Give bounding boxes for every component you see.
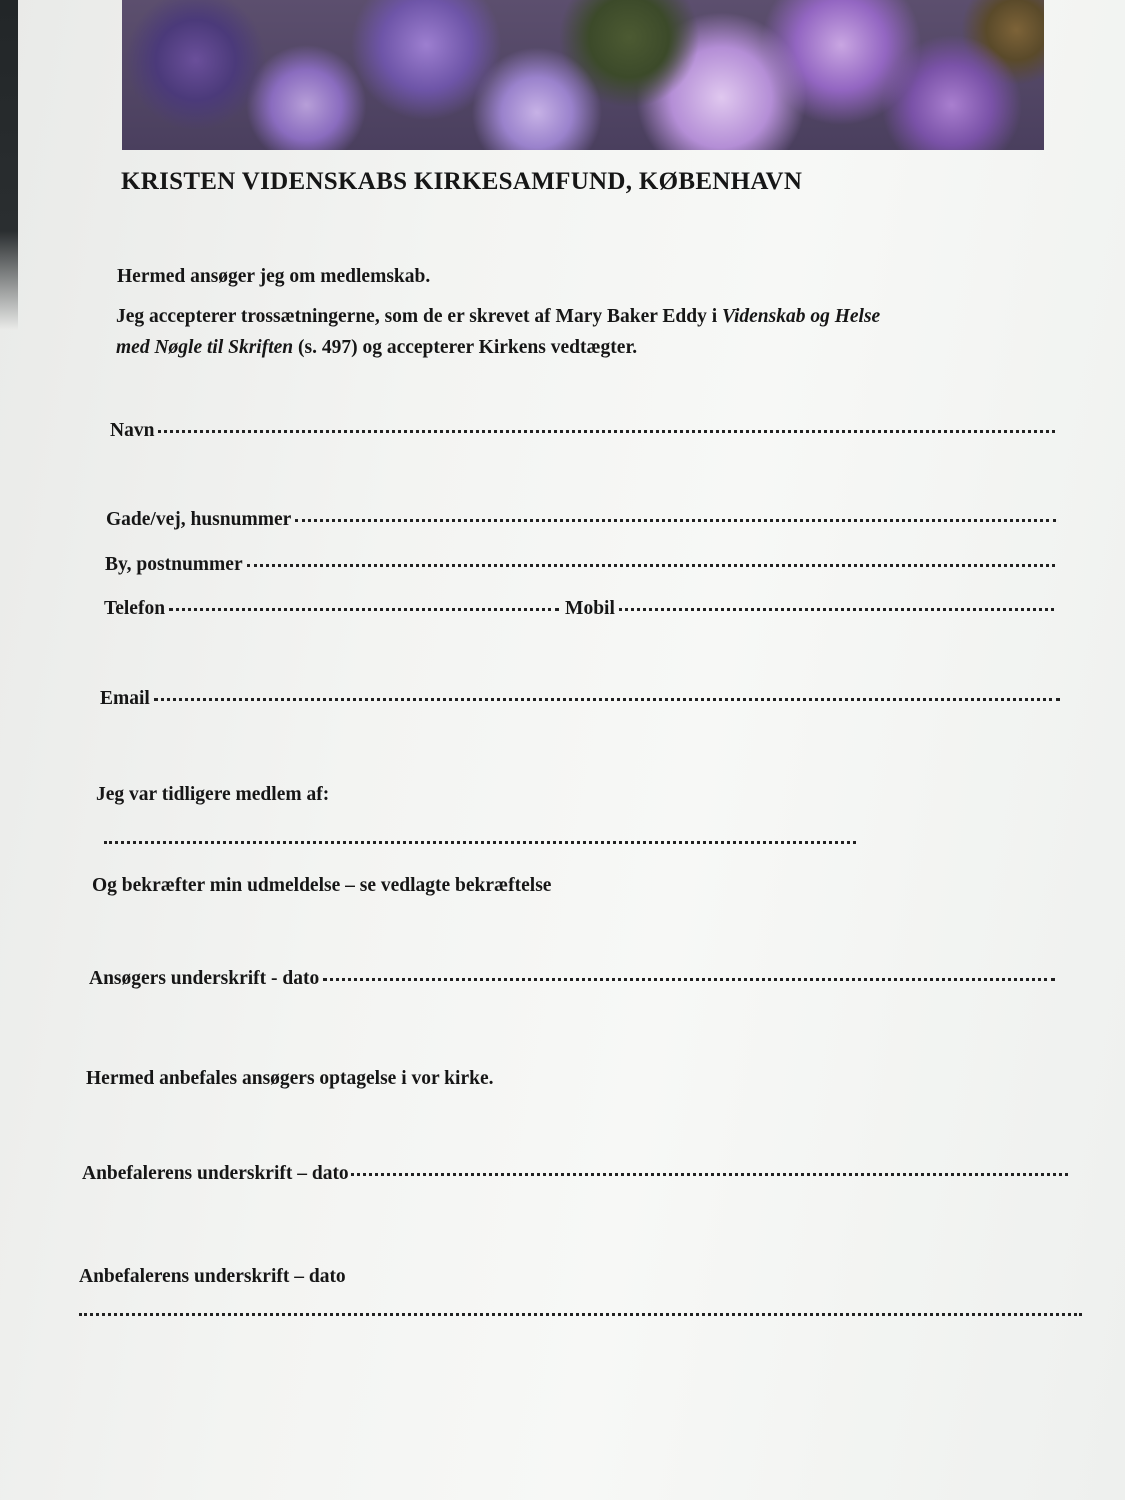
intro-book-title-2: med Nøgle til Skriften — [116, 337, 294, 358]
anbefaler2-line[interactable] — [79, 1313, 1082, 1316]
intro-line-3 — [116, 333, 637, 363]
anbefaler1-field[interactable] — [82, 1163, 1068, 1191]
mobil-label: Mobil — [565, 598, 615, 619]
email-label: Email — [100, 688, 150, 709]
ansoeger-signatur-line[interactable] — [323, 978, 1055, 981]
gade-field[interactable] — [106, 509, 1056, 537]
navn-field[interactable] — [110, 420, 1055, 448]
email-line[interactable] — [154, 698, 1060, 701]
intro-book-title-1: Videnskab og Helse — [722, 306, 881, 327]
anbefaler1-line[interactable] — [351, 1173, 1068, 1176]
intro-line-2 — [116, 302, 880, 332]
by-field[interactable] — [105, 554, 1055, 582]
telefon-mobil-row — [104, 598, 1054, 620]
gade-line[interactable] — [295, 519, 1056, 522]
gade-label: Gade/vej, husnummer — [106, 509, 292, 530]
intro-line-2-text: Jeg accepterer trossætningerne, som de er skrevet af Mary Baker Eddy i — [116, 306, 723, 327]
anbefaling-text: Hermed anbefales ansøgers optagelse i vor kirke. — [86, 1068, 494, 1089]
by-line[interactable] — [247, 564, 1055, 567]
tidligere-label: Jeg var tidligere medlem af: — [96, 784, 330, 805]
telefon-line[interactable] — [169, 608, 559, 611]
intro-line-3-text: (s. 497) og accepterer Kirkens vedtægter. — [293, 337, 638, 358]
background-edge — [0, 0, 18, 330]
anbefaler2-label: Anbefalerens underskrift – dato — [79, 1266, 346, 1287]
by-label: By, postnummer — [105, 554, 243, 575]
navn-label: Navn — [110, 420, 155, 441]
udmeldelse-text: Og bekræfter min udmeldelse – se vedlagte bekræftelse — [92, 875, 552, 896]
navn-line[interactable] — [158, 430, 1055, 433]
telefon-label: Telefon — [104, 598, 166, 619]
ansoeger-signatur-field[interactable] — [89, 968, 1055, 996]
anbefaler1-label: Anbefalerens underskrift – dato — [82, 1163, 349, 1184]
form-title: KRISTEN VIDENSKABS KIRKESAMFUND, KØBENHAVN — [121, 168, 803, 195]
ansoeger-signatur-label: Ansøgers underskrift - dato — [89, 968, 320, 989]
tidligere-line[interactable] — [104, 841, 856, 844]
intro-line-1: Hermed ansøger jeg om medlemskab. — [117, 266, 431, 287]
mobil-line[interactable] — [619, 608, 1054, 611]
flower-banner-image — [122, 0, 1044, 150]
email-field[interactable] — [100, 688, 1060, 716]
